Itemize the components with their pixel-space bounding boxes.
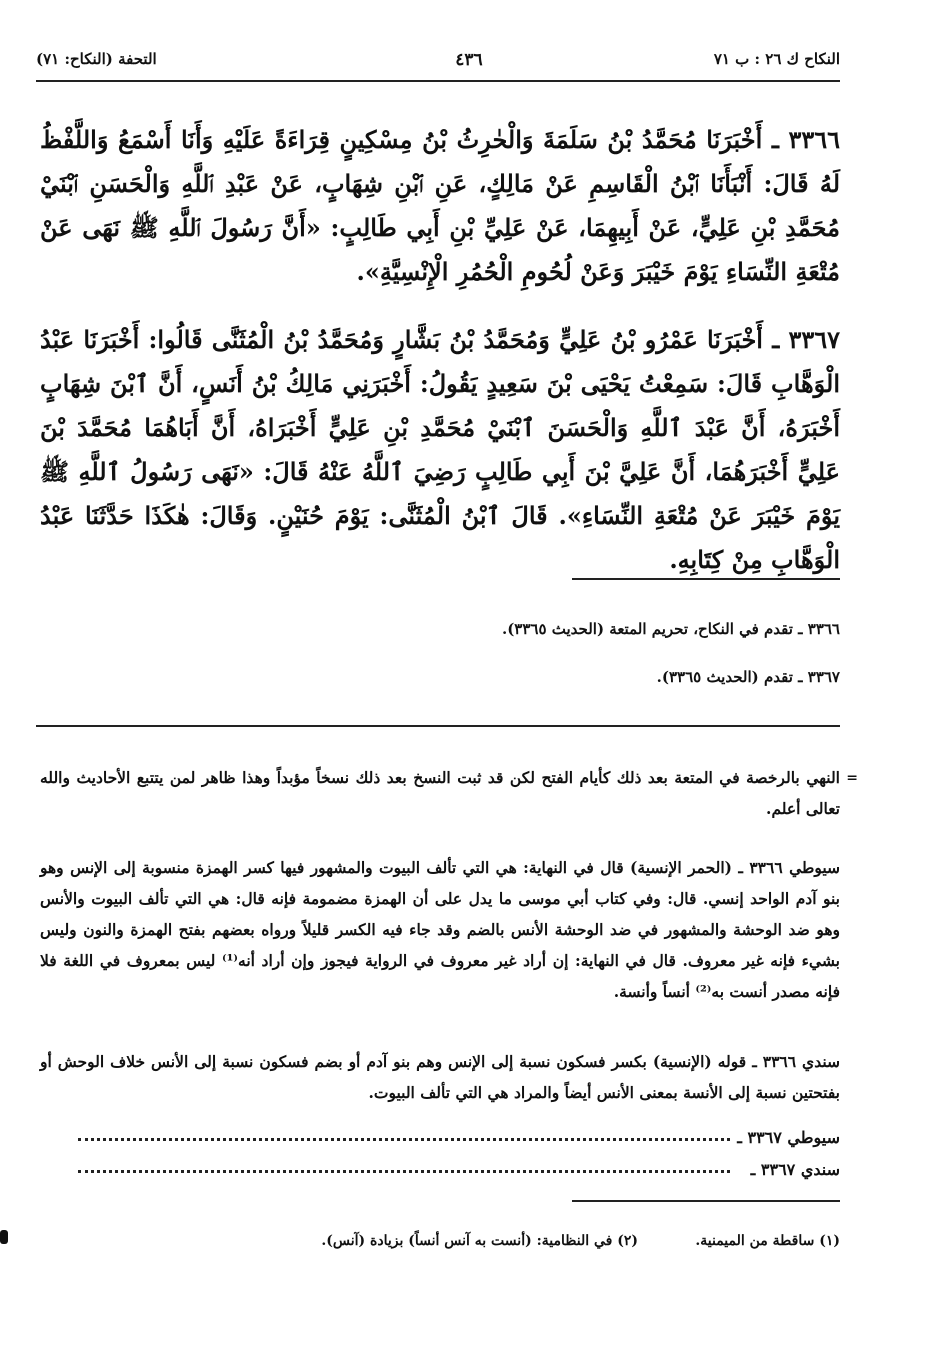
- commentary-label: سندي ٣٣٦٦ ـ: [752, 1052, 840, 1071]
- footnote-1: (١) ساقطة من الميمنية.: [695, 1233, 840, 1249]
- commentary-continuation: النهي بالرخصة في المتعة بعد ذلك كأيام الفتح لكن قد ثبت النسخ بعد ذلك نسخاً مؤبداً وهذا ظاهر لمن يتتبع الأحاديث والله تعالى أعلم.: [40, 768, 840, 818]
- commentary-sindi-3367: [78, 1160, 840, 1182]
- dotted-leader: [78, 1170, 730, 1173]
- commentary-sindi-3366: [40, 1046, 840, 1108]
- hadith-text: أَخْبَرَنَا مُحَمَّدُ بْنُ سَلَمَةَ وَالْحٰرِثُ بْنُ مِسْكِينٍ قِرَاءَةً عَلَيْهِ وَأَنَا أَسْمَعُ وَاللَّفْظُ لَهُ قَالَ: أَنْبَأَنَا ٱبْنُ الْقَاسِمِ عَنْ مَالِكٍ، عَنِ ٱبْنِ شِهَابٍ، عَنْ عَبْدِ ٱللَّهِ وَالْحَسَنِ ٱبْنَيْ مُحَمَّدِ بْنِ عَلِيٍّ، عَنْ أَبِيهِمَا، عَنْ عَلِيِّ بْنِ أَبِي طَالِبٍ: «أَنَّ رَسُولَ ٱللَّهِ ﷺ نَهَى عَنْ مُتْعَةِ النِّسَاءِ يَوْمَ خَيْبَرَ وَعَنْ لُحُومِ الْحُمُرِ الْإِنْسِيَّةِ».: [40, 125, 840, 286]
- reference-number: ٣٣٦٧ ـ: [798, 668, 840, 686]
- dotted-leader: [78, 1138, 730, 1141]
- hadith-text: أَخْبَرَنَا عَمْرُو بْنُ عَلِيٍّ وَمُحَمَّدُ بْنُ بَشَّارٍ وَمُحَمَّدُ بْنُ الْمُثَنَّى قَالُوا: أَخْبَرَنَا عَبْدُ الْوَهَّابِ قَالَ: سَمِعْتُ يَحْيَى بْنَ سَعِيدٍ يَقُولُ: أَخْبَرَنِي مَالِكُ بْنُ أَنَسٍ، أَنَّ ٱبْنَ شِهَابٍ أَخْبَرَهُ، أَنَّ عَبْدَ ٱللَّهِ وَالْحَسَنَ ٱبْنَيْ مُحَمَّدِ بْنِ عَلِيٍّ أَخْبَرَاهُ، أَنَّ أَبَاهُمَا مُحَمَّدَ بْنَ عَلِيٍّ أَخْبَرَهُمَا، أَنَّ عَلِيَّ بْنَ أَبِي طَالِبٍ رَضِيَ ٱللَّهُ عَنْهُ قَالَ: «نَهَى رَسُولُ ٱللَّهِ ﷺ يَوْمَ خَيْبَرَ عَنْ مُتْعَةِ النِّسَاءِ». قَالَ ٱبْنُ الْمُثَنَّى: يَوْمَ حُنَيْنٍ. وَقَالَ: هٰكَذَا حَدَّثَنَا عَبْدُ الْوَهَّابِ مِنْ كِتَابِهِ.: [40, 325, 840, 574]
- reference-text: تقدم في النكاح، تحريم المتعة (الحديث ٣٣٦٥).: [501, 620, 793, 638]
- hadith-3366: [40, 118, 840, 294]
- running-header-chapter: النكاح ك ٢٦ : ب ٧١: [713, 50, 840, 68]
- hadith-number: ٣٣٦٧ ـ: [772, 325, 841, 354]
- commentary-label: سندي ٣٣٦٧ ـ: [750, 1160, 840, 1179]
- reference-3367: [40, 662, 840, 692]
- commentary-text: (الحمر الإنسية) قال في النهاية: هي التي تألف البيوت والمشهور فيها كسر الهمزة منسوبة إلى الإنس وهو بنو آدم الواحد إنسي. قال: وفي كتاب أبي موسى ما يدل على أن الهمزة مضمومة فإنه قال: هي التي تألف البيوت والأنس وهو ضد الوحشة والمشهور في ضد الوحشة الأنس بالضم وقد جاء فيه الكسر قليلاً ورواه بعضهم بفتح الهمزة والنون وليس بشيء فإنه غير معروف. قال في النهاية: إن أراد غير معروف في الرواية فيجوز وإن أراد أنه⁽¹⁾ ليس بمعروف في اللغة فلا فإنه مصدر أنست به⁽²⁾ أنساً وأنسة.: [40, 858, 840, 1001]
- page-number: ٤٣٦: [455, 50, 483, 70]
- hadith-3367: [40, 318, 840, 582]
- scan-mark: [0, 1230, 8, 1244]
- commentary-text: قوله (الإنسية) بكسر فسكون نسبة إلى الإنس وهم بنو آدم أو بضم فسكون نسبة إلى الأنس خلاف الوحش أو بفتحتين نسبة إلى الأنسة بمعنى الأنس أيضاً والمراد هي التي تألف البيوت.: [40, 1052, 840, 1102]
- reference-text: تقدم (الحديث ٣٣٦٥).: [656, 668, 793, 686]
- footnotes-rule: [572, 1200, 840, 1202]
- header-rule: [36, 80, 840, 82]
- footnote-2: (٢) في النظامية: (أنست به آنس أنساً) بزيادة (آنس).: [321, 1233, 638, 1249]
- commentary-suyuti-3367: [78, 1128, 840, 1150]
- continuation-marker: =: [846, 770, 858, 786]
- commentary-rule: [36, 725, 840, 727]
- commentary-label: سيوطي ٣٣٦٦ ـ: [738, 858, 840, 877]
- hadith-number: ٣٣٦٦ ـ: [771, 125, 840, 154]
- running-header-tuhfa: التحفة (النكاح: ٧١): [36, 50, 157, 68]
- commentary-label: سيوطي ٣٣٦٧ ـ: [737, 1128, 840, 1147]
- references-rule: [572, 578, 840, 580]
- commentary-suyuti-3366: [40, 852, 840, 1007]
- reference-3366: [40, 614, 840, 644]
- reference-number: ٣٣٦٦ ـ: [798, 620, 840, 638]
